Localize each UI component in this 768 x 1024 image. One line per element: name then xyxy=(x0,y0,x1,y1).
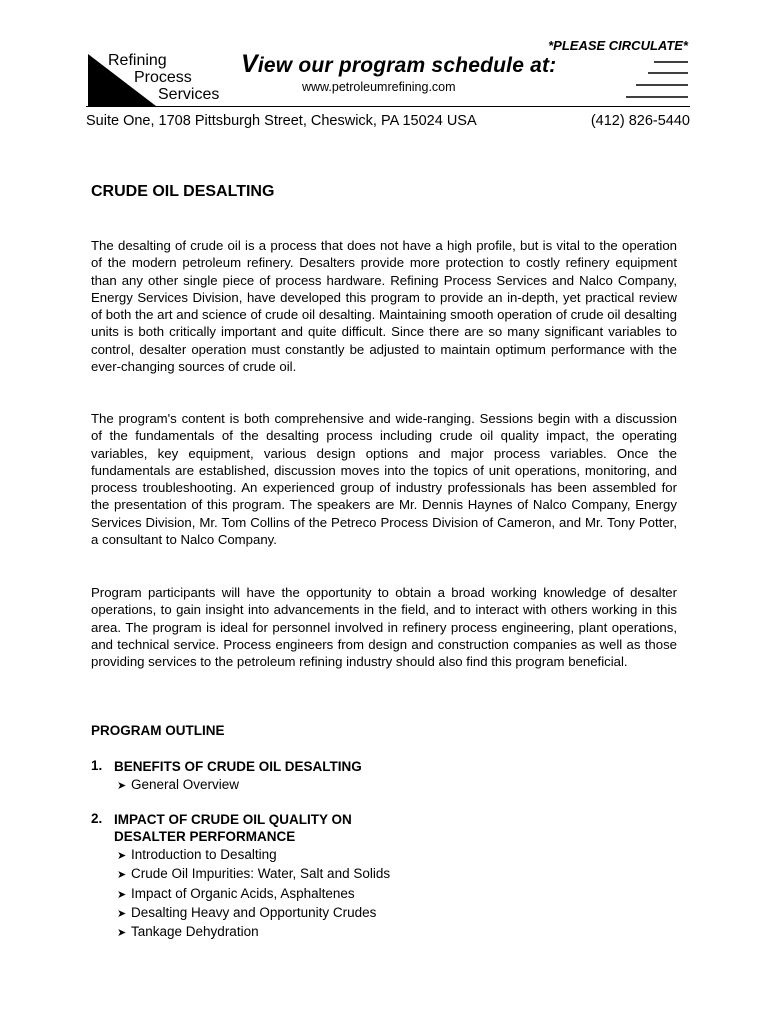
letterhead-divider xyxy=(86,106,690,107)
list-item xyxy=(117,846,390,865)
list-item-text: Desalting Heavy and Opportunity Crudes xyxy=(131,904,377,920)
body-paragraph: Program participants will have the opportunity to obtain a broad working knowledge of desalter operations, to gain insight into advancements in the field, and to interact with others working in this area. The program is ideal for personnel involved in refinery process engineering, plant operations, and technical service. Process engineers from design and construction companies as well as those providing services to the petroleum refining industry should also find this program beneficial. xyxy=(91,585,677,670)
logo-text-line: Process xyxy=(134,69,192,86)
section-number: 1. xyxy=(91,758,103,773)
arrow-bullet-icon: ➤ xyxy=(117,780,127,792)
section-title-line: DESALTER PERFORMANCE xyxy=(114,829,296,845)
body-paragraph: The desalting of crude oil is a process that does not have a high profile, but is vital to the operation of the modern petroleum refinery. Desalters provide more protection to costly refinery equipment than any other single piece of process hardware. Refining Process Services and Nalco Company, Energy Services Division, have developed this program to provide an in-depth, yet practical review of both the art and science of crude oil desalting. Maintaining smooth operation of crude oil desalting units is both critically important and quite difficult. Since there are so many significant variables to control, desalter operation must constantly be adjusted to maintain optimum performance with the ever-changing sources of crude oil. xyxy=(91,238,677,375)
list-item xyxy=(117,885,390,904)
list-item xyxy=(117,923,390,942)
company-logo xyxy=(86,52,226,108)
company-address: Suite One, 1708 Pittsburgh Street, Cheswick, PA 15024 USA xyxy=(86,113,477,129)
section-title: BENEFITS OF CRUDE OIL DESALTING xyxy=(114,759,362,774)
company-phone: (412) 826-5440 xyxy=(590,113,690,129)
headline-text: iew our program schedule at: xyxy=(257,54,557,77)
body-paragraph: The program's content is both comprehensive and wide-ranging. Sessions begin with a discussion of the fundamentals of the desalting process including crude oil quality impact, the operating variables, key equipment, various design options and major process variables. Once the fundamentals are established, discussion moves into the topics of unit operations, monitoring, and process troubleshooting. An experienced group of industry professionals has been assembled for the presentation of this program. The speakers are Mr. Dennis Haynes of Nalco Company, Energy Services Division, Mr. Tom Collins of the Petreco Process Division of Cameron, and Mr. Tony Potter, a consultant to Nalco Company. xyxy=(91,411,677,548)
circulate-notice: *PLEASE CIRCULATE* xyxy=(548,38,688,53)
list-item-text: Crude Oil Impurities: Water, Salt and Solids xyxy=(131,866,391,882)
arrow-bullet-icon: ➤ xyxy=(117,850,127,862)
list-item xyxy=(117,776,239,795)
list-item-text: Introduction to Desalting xyxy=(131,847,277,862)
logo-text-line: Services xyxy=(158,86,220,103)
logo-text-line: Refining xyxy=(108,52,167,69)
arrow-bullet-icon: ➤ xyxy=(117,869,127,882)
document-title: CRUDE OIL DESALTING xyxy=(91,183,275,200)
list-item xyxy=(117,865,390,884)
section-title xyxy=(114,811,352,846)
section-items xyxy=(117,846,390,942)
list-item-text: General Overview xyxy=(131,777,240,792)
arrow-bullet-icon: ➤ xyxy=(117,927,127,940)
headline-initial: V xyxy=(241,50,258,78)
schedule-headline xyxy=(241,50,556,79)
arrow-bullet-icon: ➤ xyxy=(117,888,127,901)
outline-heading: PROGRAM OUTLINE xyxy=(91,723,225,738)
section-title-line: IMPACT OF CRUDE OIL QUALITY ON xyxy=(114,812,352,827)
list-item-text: Impact of Organic Acids, Asphaltenes xyxy=(131,885,355,901)
section-number: 2. xyxy=(91,811,103,826)
arrow-bullet-icon: ➤ xyxy=(117,907,127,920)
list-item-text: Tankage Dehydration xyxy=(131,924,259,940)
list-item xyxy=(117,904,390,923)
decorative-lines-icon xyxy=(622,60,690,102)
website-link[interactable]: www.petroleumrefining.com xyxy=(302,80,456,94)
section-items xyxy=(117,776,239,795)
